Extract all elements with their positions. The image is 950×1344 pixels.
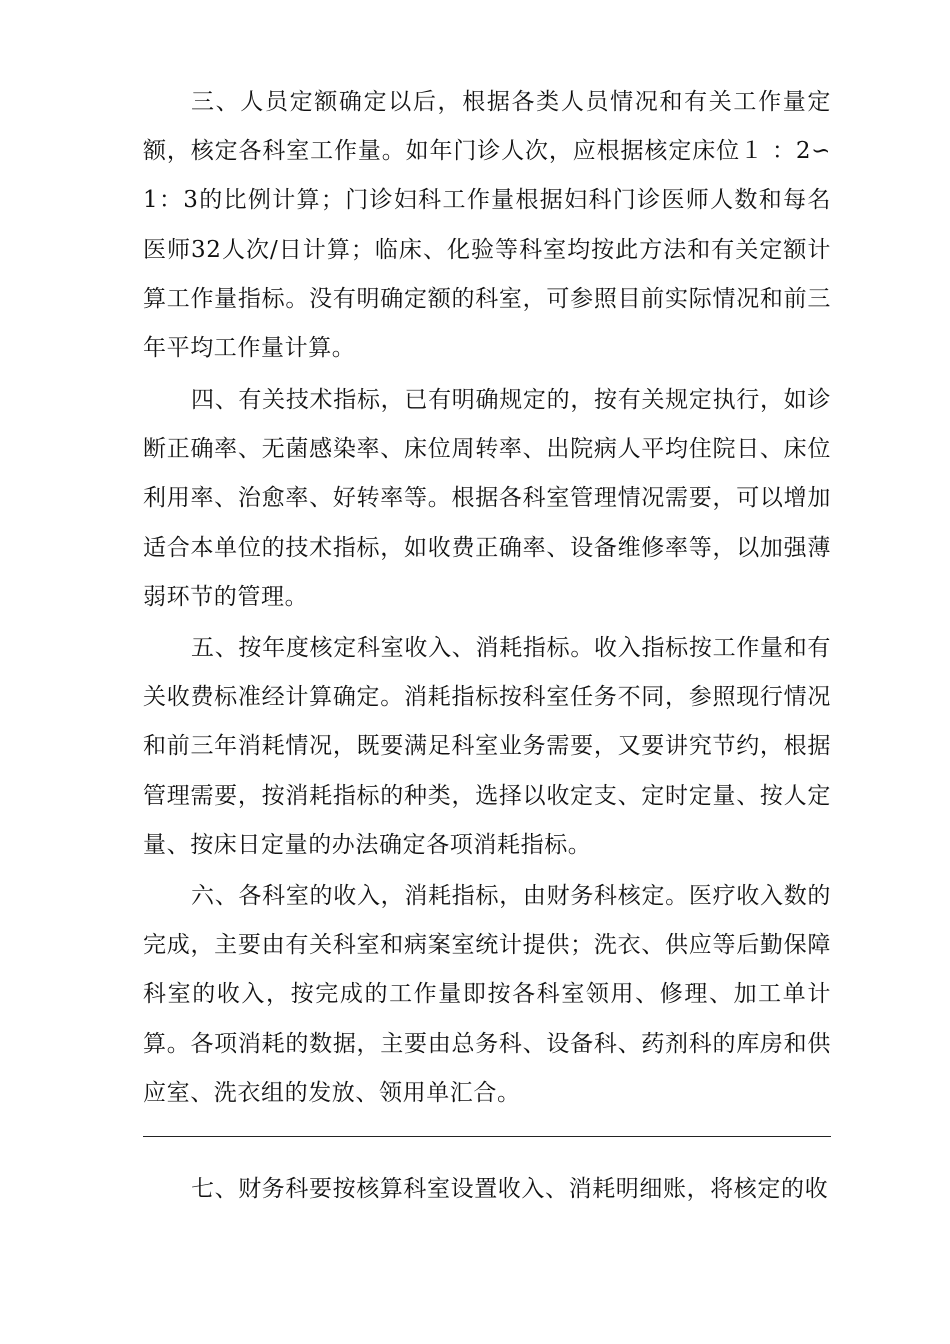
paragraph-4-technical-indicators: 四、有关技术指标，已有明确规定的，按有关规定执行，如诊断正确率、无菌感染率、床位周转率、出院病人平均住院日、床位利用率、治愈率、好转率等。根据各科室管理情况需要，可以增加适合本单位的技术指标，如收费正确率、设备维修率等，以加强薄弱环节的管理。 — [143, 387, 831, 610]
section-divider — [143, 1136, 831, 1137]
paragraph-7-ledger: 七、财务科要按核算科室设置收入、消耗明细账，将核定的收 — [191, 1176, 829, 1202]
paragraph-6-finance-approval: 六、各科室的收入，消耗指标，由财务科核定。医疗收入数的完成，主要由有关科室和病案室统计提供；洗衣、供应等后勤保障科室的收入，按完成的工作量即按各科室领用、修理、加工单计算。各项消耗的数据，主要由总务科、设备科、药剂科的库房和供应室、洗衣组的发放、领用单汇合。 — [143, 883, 831, 1106]
paragraph-3-staffing-workload: 三、人员定额确定以后，根据各类人员情况和有关工作量定额，核定各科室工作量。如年门诊人次，应根据核定床位１ ：2∽1：3的比例计算；门诊妇科工作量根据妇科门诊医师人数和每名医师32人次/日计算；临床、化验等科室均按此方法和有关定额计算工作量指标。没有明确定额的科室，可参照目前实际情况和前三年平均工作量计算。 — [143, 89, 831, 362]
paragraph-5-income-consumption: 五、按年度核定科室收入、消耗指标。收入指标按工作量和有关收费标准经计算确定。消耗指标按科室任务不同，参照现行情况和前三年消耗情况，既要满足科室业务需要，又要讲究节约，根据管理需要，按消耗指标的种类，选择以收定支、定时定量、按人定量、按床日定量的办法确定各项消耗指标。 — [143, 635, 831, 858]
